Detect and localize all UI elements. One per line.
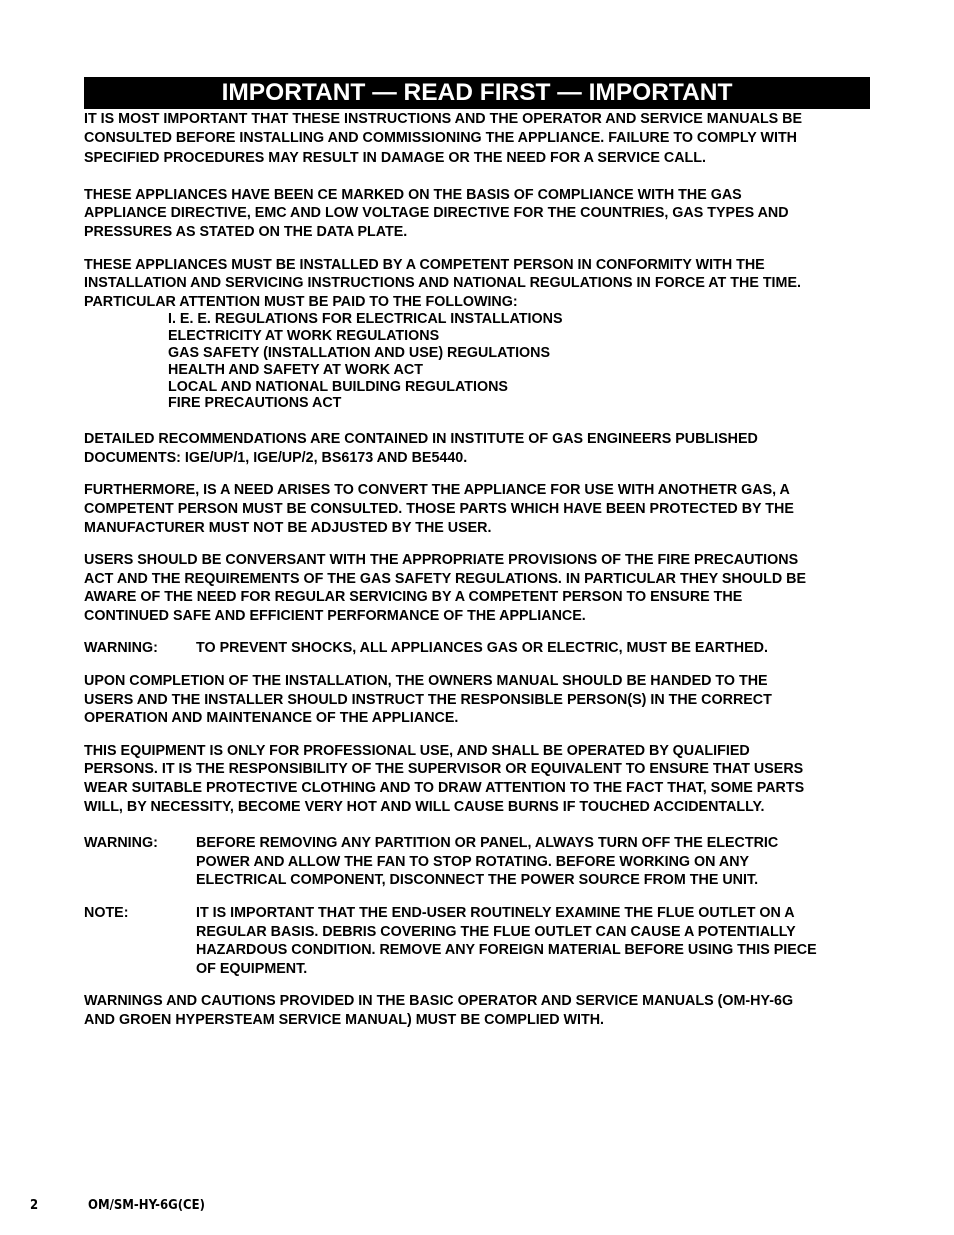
text-line: PRESSURES AS STATED ON THE DATA PLATE. [84, 223, 408, 240]
warning-power-off [84, 834, 880, 890]
text-line: HAZARDOUS CONDITION. REMOVE ANY FOREIGN MATERIAL BEFORE USING THIS PIECE [196, 942, 817, 959]
warning-label: WARNING: [84, 835, 158, 852]
text-line: APPLIANCE DIRECTIVE, EMC AND LOW VOLTAGE DIRECTIVE FOR THE COUNTRIES, GAS TYPES AND [84, 205, 789, 222]
regulation-item: HEALTH AND SAFETY AT WORK ACT [168, 361, 423, 378]
text-line: INSTALLATION AND SERVICING INSTRUCTIONS AND NATIONAL REGULATIONS IN FORCE AT THE TIME. [84, 275, 801, 292]
text-line: OPERATION AND MAINTENANCE OF THE APPLIANCE. [84, 710, 459, 727]
note-flue-outlet [84, 904, 880, 978]
text-line: WILL, BY NECESSITY, BECOME VERY HOT AND WILL CAUSE BURNS IF TOUCHED ACCIDENTALLY. [84, 798, 765, 815]
text-line: FURTHERMORE, IS A NEED ARISES TO CONVERT THE APPLIANCE FOR USE WITH ANOTHETR GAS, A [84, 482, 790, 499]
text-line: THESE APPLIANCES HAVE BEEN CE MARKED ON THE BASIS OF COMPLIANCE WITH THE GAS [84, 186, 742, 203]
text-line: CONSULTED BEFORE INSTALLING AND COMMISSIONING THE APPLIANCE. FAILURE TO COMPLY WITH [84, 129, 798, 146]
text-line: IT IS IMPORTANT THAT THE END-USER ROUTINELY EXAMINE THE FLUE OUTLET ON A [196, 905, 795, 921]
text-line: DETAILED RECOMMENDATIONS ARE CONTAINED IN INSTITUTE OF GAS ENGINEERS PUBLISHED [84, 431, 758, 448]
text-line: UPON COMPLETION OF THE INSTALLATION, THE OWNERS MANUAL SHOULD BE HANDED TO THE [84, 673, 768, 690]
page-number: 2 [30, 1198, 39, 1213]
text-line: IT IS MOST IMPORTANT THAT THESE INSTRUCTIONS AND THE OPERATOR AND SERVICE MANUALS BE [84, 111, 803, 127]
text-line: MANUFACTURER MUST NOT BE ADJUSTED BY THE USER. [84, 519, 492, 536]
regulation-item: FIRE PRECAUTIONS ACT [168, 395, 342, 412]
warning-earthed [84, 639, 880, 658]
regulation-item: LOCAL AND NATIONAL BUILDING REGULATIONS [168, 378, 508, 395]
paragraph-competent-person [84, 256, 880, 312]
text-line: ACT AND THE REQUIREMENTS OF THE GAS SAFETY REGULATIONS. IN PARTICULAR THEY SHOULD BE [84, 570, 807, 587]
text-line: AWARE OF THE NEED FOR REGULAR SERVICING BY A COMPETENT PERSON TO ENSURE THE [84, 589, 743, 606]
important-banner [84, 77, 870, 109]
paragraph-ce-marked [84, 186, 880, 242]
text-line: ELECTRICAL COMPONENT, DISCONNECT THE POWER SOURCE FROM THE UNIT. [196, 872, 759, 889]
text-line: THESE APPLIANCES MUST BE INSTALLED BY A COMPETENT PERSON IN CONFORMITY WITH THE [84, 256, 765, 273]
text-line: DOCUMENTS: IGE/UP/1, IGE/UP/2, BS6173 AND BE5440. [84, 449, 468, 466]
text-line: AND GROEN HYPERSTEAM SERVICE MANUAL) MUST BE COMPLIED WITH. [84, 1011, 605, 1028]
paragraph-professional-use [84, 742, 880, 816]
text-line: USERS SHOULD BE CONVERSANT WITH THE APPROPRIATE PROVISIONS OF THE FIRE PRECAUTIONS [84, 552, 799, 569]
regulations-list [168, 311, 880, 412]
paragraph-warnings-cautions [84, 992, 880, 1029]
warning-label: WARNING: [84, 640, 158, 657]
text-line: OF EQUIPMENT. [196, 960, 308, 977]
banner-title: IMPORTANT — READ FIRST — IMPORTANT [221, 79, 733, 106]
regulation-item: ELECTRICITY AT WORK REGULATIONS [168, 328, 440, 345]
paragraph-recommendations [84, 430, 880, 467]
text-line: BEFORE REMOVING ANY PARTITION OR PANEL, ALWAYS TURN OFF THE ELECTRIC [196, 835, 779, 852]
text-line: THIS EQUIPMENT IS ONLY FOR PROFESSIONAL USE, AND SHALL BE OPERATED BY QUALIFIED [84, 742, 750, 759]
text-line: SPECIFIED PROCEDURES MAY RESULT IN DAMAGE OR THE NEED FOR A SERVICE CALL. [84, 150, 706, 167]
text-line: POWER AND ALLOW THE FAN TO STOP ROTATING. BEFORE WORKING ON ANY [196, 853, 750, 870]
text-line: COMPETENT PERSON MUST BE CONSULTED. THOSE PARTS WHICH HAVE BEEN PROTECTED BY THE [84, 500, 794, 517]
paragraph-owners-manual [84, 672, 880, 728]
note-body [196, 904, 817, 978]
text-line: USERS AND THE INSTALLER SHOULD INSTRUCT THE RESPONSIBLE PERSON(S) IN THE CORRECT [84, 691, 772, 708]
text-line: PERSONS. IT IS THE RESPONSIBILITY OF THE SUPERVISOR OR EQUIVALENT TO ENSURE THAT USERS [84, 761, 804, 778]
text-line: PARTICULAR ATTENTION MUST BE PAID TO THE FOLLOWING: [84, 293, 518, 310]
paragraph-users-conversant [84, 551, 880, 625]
warning-body [196, 639, 768, 658]
note-label: NOTE: [84, 905, 129, 921]
text-line: REGULAR BASIS. DEBRIS COVERING THE FLUE OUTLET CAN CAUSE A POTENTIALLY [196, 923, 796, 940]
paragraph-consult-manuals [84, 110, 880, 168]
text-line: CONTINUED SAFE AND EFFICIENT PERFORMANCE OF THE APPLIANCE. [84, 607, 586, 624]
warning-body [196, 834, 778, 890]
page-footer [30, 1198, 205, 1213]
regulation-item: GAS SAFETY (INSTALLATION AND USE) REGULATIONS [168, 344, 551, 361]
text-line: WEAR SUITABLE PROTECTIVE CLOTHING AND TO DRAW ATTENTION TO THE FACT THAT, SOME PARTS [84, 780, 805, 797]
document-code: OM/SM-HY-6G(CE) [88, 1198, 205, 1213]
regulation-item: I. E. E. REGULATIONS FOR ELECTRICAL INSTALLATIONS [168, 311, 563, 328]
text-line: WARNINGS AND CAUTIONS PROVIDED IN THE BASIC OPERATOR AND SERVICE MANUALS (OM-HY-6G [84, 993, 794, 1010]
document-page [84, 77, 880, 1030]
paragraph-gas-conversion [84, 481, 880, 537]
text-line: TO PREVENT SHOCKS, ALL APPLIANCES GAS OR ELECTRIC, MUST BE EARTHED. [196, 640, 768, 657]
